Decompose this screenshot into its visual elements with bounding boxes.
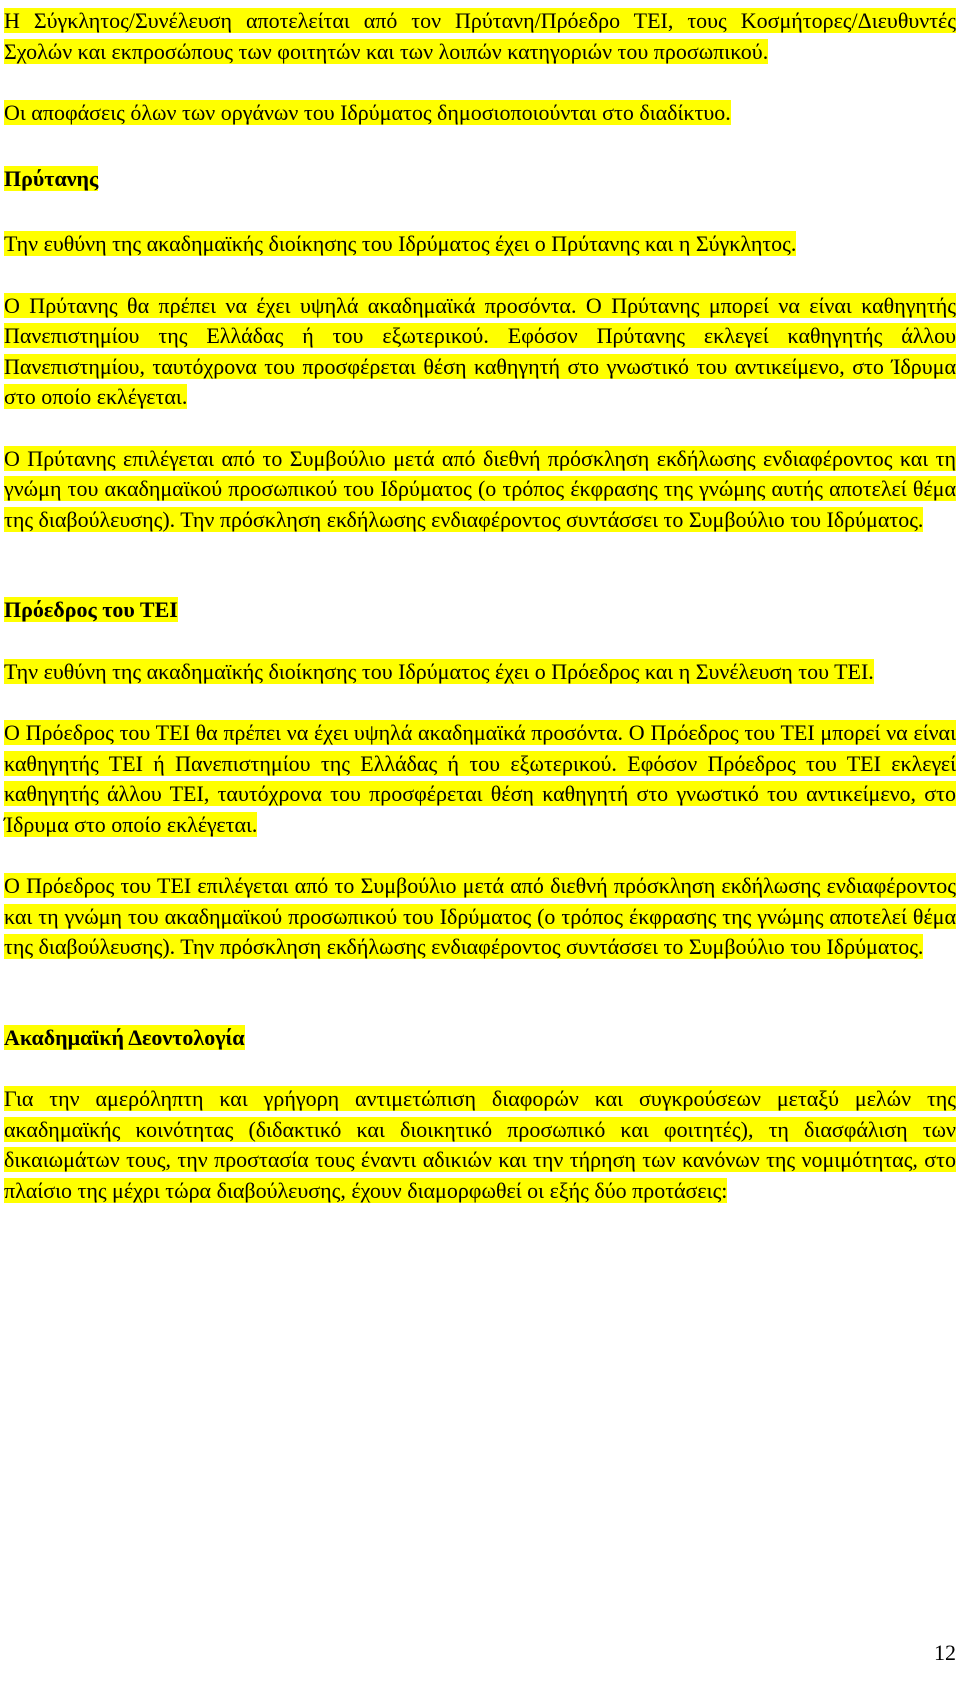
spacer [4,963,956,1023]
heading-academic-ethics [4,1023,956,1054]
paragraph-decisions-published [4,98,956,129]
paragraph-president-qualifications [4,718,956,840]
paragraph-senate-composition [4,6,956,67]
spacer [4,194,956,229]
spacer [4,129,956,164]
paragraph-rector-selection [4,444,956,536]
heading-text: Πρόεδρος του ΤΕΙ [4,597,178,622]
heading-text: Πρύτανης [4,165,99,191]
heading-rector [4,164,956,195]
paragraph-president-selection [4,871,956,963]
paragraph-ethics-proposals [4,1084,956,1206]
spacer [4,840,956,871]
spacer [4,1053,956,1084]
spacer [4,413,956,444]
spacer [4,535,956,595]
heading-text: Ακαδημαϊκή Δεοντολογία [4,1024,245,1050]
spacer [4,687,956,718]
heading-tei-president [4,595,956,626]
spacer [4,626,956,657]
paragraph-rector-responsibility [4,229,956,260]
spacer [4,260,956,291]
paragraph-text: Ο Πρύτανης θα πρέπει να έχει υψηλά ακαδημαϊκά προσόντα. Ο Πρύτανης μπορεί να είναι καθηγητής Πανεπιστημίου της Ελλάδας ή του εξωτερικού. Εφόσον Πρύτανης εκλεγεί καθηγητής άλλου Πανεπιστημίου, ταυτόχρονα του προσφέρεται θέση καθηγητή στο γνωστικό του αντικείμενο, στο Ίδρυμα στο οποίο εκλέγεται. [4,292,956,409]
page-number: 12 [934,1640,956,1665]
paragraph-president-responsibility [4,657,956,688]
paragraph-text: Οι αποφάσεις όλων των οργάνων του Ιδρύματος δημοσιοποιούνται στο διαδίκτυο. [4,100,731,125]
paragraph-text: Ο Πρόεδρος του ΤΕΙ επιλέγεται από το Συμβούλιο μετά από διεθνή πρόσκληση εκδήλωσης ενδιαφέροντος και τη γνώμη του ακαδημαϊκού προσωπικού του Ιδρύματος (ο τρόπος έκφρασης της γνώμης αποτελεί θέμα της διαβούλευσης). Την πρόσκληση εκδήλωσης ενδιαφέροντος συντάσσει το Συμβούλιο του Ιδρύματος. [4,873,956,959]
paragraph-text: Η Σύγκλητος/Συνέλευση αποτελείται από τον Πρύτανη/Πρόεδρο ΤΕΙ, τους Κοσμήτορες/Διευθυντές Σχολών και εκπροσώπους των φοιτητών και των λοιπών κατηγοριών του προσωπικού. [4,8,956,64]
spacer [4,67,956,98]
paragraph-text: Για την αμερόληπτη και γρήγορη αντιμετώπιση διαφορών και συγκρούσεων μεταξύ μελών της ακαδημαϊκής κοινότητας (διδακτικό και διοικητικό προσωπικό και φοιτητές), τη διασφάλιση των δικαιωμάτων τους, την προστασία τους έναντι αδικιών και την τήρηση των κανόνων της νομιμότητας, στο πλαίσιο της μέχρι τώρα διαβούλευσης, έχουν διαμορφωθεί οι εξής δύο προτάσεις: [4,1086,956,1203]
paragraph-text: Την ευθύνη της ακαδημαϊκής διοίκησης του Ιδρύματος έχει ο Πρόεδρος και η Συνέλευση του ΤΕΙ. [4,658,874,684]
paragraph-text: Ο Πρύτανης επιλέγεται από το Συμβούλιο μετά από διεθνή πρόσκληση εκδήλωσης ενδιαφέροντος και τη γνώμη του ακαδημαϊκού προσωπικού του Ιδρύματος (ο τρόπος έκφρασης της γνώμης αυτής αποτελεί θέμα της διαβούλευσης). Την πρόσκληση εκδήλωσης ενδιαφέροντος συντάσσει το Συμβούλιο του Ιδρύματος. [4,445,956,532]
paragraph-text: Ο Πρόεδρος του ΤΕΙ θα πρέπει να έχει υψηλά ακαδημαϊκά προσόντα. Ο Πρόεδρος του ΤΕΙ μπορεί να είναι καθηγητής ΤΕΙ ή Πανεπιστημίου της Ελλάδας ή του εξωτερικού. Εφόσον Πρόεδρος του ΤΕΙ εκλεγεί καθηγητής άλλου ΤΕΙ, ταυτόχρονα του προσφέρεται θέση καθηγητή στο γνωστικό του αντικείμενο, στο Ίδρυμα στο οποίο εκλέγεται. [4,720,956,837]
paragraph-text: Την ευθύνη της ακαδημαϊκής διοίκησης του Ιδρύματος έχει ο Πρύτανης και η Σύγκλητος. [4,231,797,256]
paragraph-rector-qualifications [4,291,956,413]
